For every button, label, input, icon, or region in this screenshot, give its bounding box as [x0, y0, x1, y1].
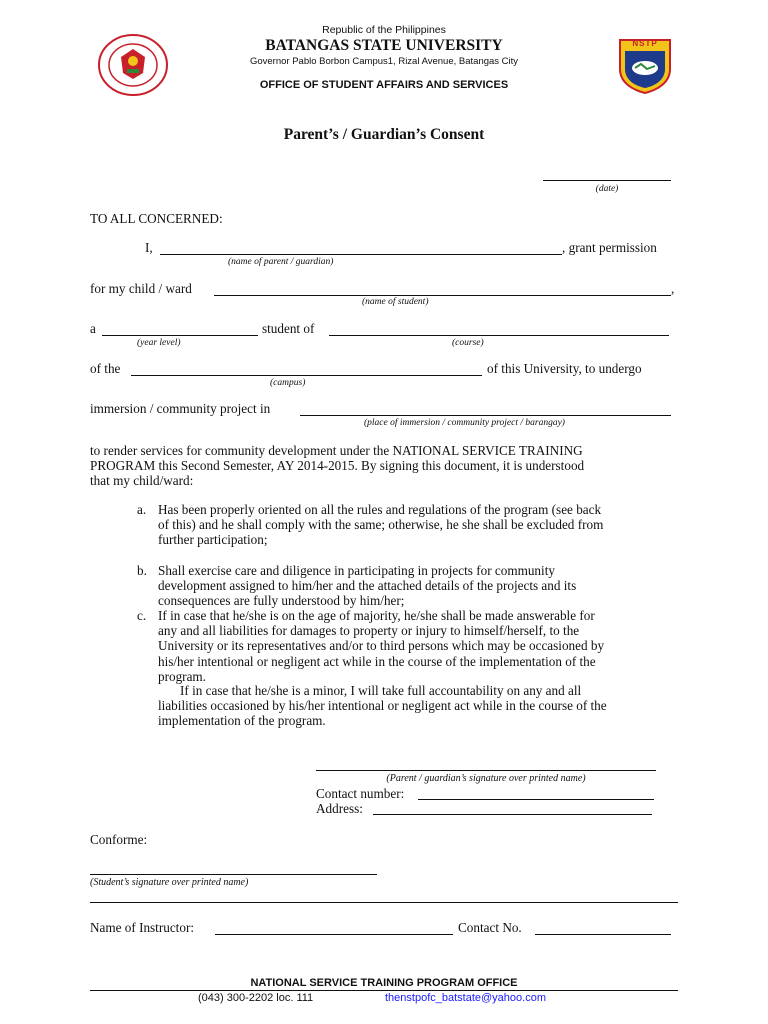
minor-line: If in case that he/she is a minor, I will take full accountability on any and all — [180, 683, 582, 698]
address-line — [373, 814, 652, 815]
parent-signature-caption: (Parent / guardian’s signature over printed name) — [386, 773, 586, 784]
contact-number-line — [418, 799, 654, 800]
minor-line: implementation of the program. — [158, 713, 326, 729]
of-university-label: of this University, to undergo — [487, 361, 642, 376]
intro-line: PROGRAM this Second Semester, AY 2014-2015. By signing this document, it is understood — [90, 458, 585, 474]
item-a-letter: a. — [137, 502, 147, 517]
grant-permission-text: , grant permission — [562, 240, 657, 255]
grant-permission-label: grant permission — [568, 240, 657, 255]
item-b-text — [158, 563, 576, 609]
item-line: any and all liabilities for damages to property or injury to himself/herself, to the — [158, 623, 580, 639]
minor-paragraph — [158, 683, 607, 729]
comma: , — [671, 281, 675, 296]
contact-number-label: Contact number: — [316, 786, 405, 801]
item-line: University or its representatives and/or to third persons which may be occasioned by — [158, 638, 605, 654]
item-line: consequences are fully understood by him/her; — [158, 593, 405, 609]
i-label: I, — [145, 240, 153, 255]
parent-signature-line — [316, 770, 656, 771]
course-line — [329, 335, 669, 336]
campus-address: Governor Pablo Borbon Campus1, Rizal Avenue, Batangas City — [249, 56, 519, 67]
intro-line: to render services for community development under the NATIONAL SERVICE TRAINING — [90, 443, 583, 458]
course-caption: (course) — [452, 338, 484, 348]
campus-caption: (campus) — [270, 378, 306, 388]
office-name: OFFICE OF STUDENT AFFAIRS AND SERVICES — [259, 79, 509, 91]
intro-line: that my child/ward: — [90, 473, 194, 489]
item-line: his/her intentional or negligent act while in the course of the implementation of the — [158, 653, 596, 669]
nstp-badge-label: NSTP — [632, 39, 658, 48]
student-caption: (name of student) — [362, 297, 429, 307]
place-caption: (place of immersion / community project / barangay) — [364, 418, 565, 428]
contact-no-label: Contact No. — [458, 920, 522, 935]
year-caption: (year level) — [137, 338, 181, 348]
salutation: TO ALL CONCERNED: — [90, 211, 223, 226]
footer-rule — [90, 990, 678, 991]
parent-caption: (name of parent / guardian) — [228, 257, 334, 267]
instructor-label: Name of Instructor: — [90, 920, 194, 935]
item-c-letter: c. — [137, 608, 147, 623]
year-level-line — [102, 335, 258, 336]
minor-line: liabilities occasioned by his/her intentional or negligent act while in the course of the — [158, 698, 607, 714]
contact-no-line — [535, 934, 671, 935]
campus-line — [131, 375, 482, 376]
parent-name-line — [160, 254, 562, 255]
item-b-letter: b. — [137, 563, 147, 578]
item-line: of this) and he shall comply with the same; otherwise, he she shall be excluded from — [158, 517, 604, 533]
footer-office: NATIONAL SERVICE TRAINING PROGRAM OFFICE — [250, 977, 518, 989]
republic-line: Republic of the Philippines — [322, 24, 446, 36]
item-line: development assigned to him/her and the attached details of the projects and its — [158, 578, 577, 594]
student-signature-caption: (Student’s signature over printed name) — [90, 877, 249, 888]
of-the-label: of the — [90, 361, 121, 376]
child-label: for my child / ward — [90, 281, 192, 296]
student-signature-line — [90, 874, 377, 875]
item-a-text — [158, 502, 603, 548]
address-label: Address: — [316, 801, 363, 816]
place-line — [300, 415, 671, 416]
student-name-line — [214, 295, 671, 296]
instructor-line — [215, 934, 453, 935]
footer-phone: (043) 300-2202 loc. 111 — [198, 992, 314, 1004]
item-line: Has been properly oriented on all the rules and regulations of the program (see back — [158, 502, 602, 517]
item-line: If in case that he/she is on the age of majority, he/she shall be made answerable for — [158, 608, 595, 623]
conforme-label: Conforme: — [90, 832, 148, 847]
item-line: further participation; — [158, 532, 268, 548]
a-label: a — [90, 321, 96, 336]
date-line — [543, 180, 671, 181]
intro-paragraph — [90, 443, 584, 489]
university-name: BATANGAS STATE UNIVERSITY — [265, 37, 503, 54]
student-of-label: student of — [262, 321, 315, 336]
item-line: program. — [158, 668, 206, 684]
nstp-badge — [617, 37, 673, 95]
separator-line — [90, 902, 678, 903]
footer-email[interactable]: thenstpofc_batstate@yahoo.com — [385, 992, 546, 1004]
item-line: Shall exercise care and diligence in participating in projects for community — [158, 563, 555, 578]
date-caption: (date) — [595, 184, 619, 194]
form-title: Parent’s / Guardian’s Consent — [283, 126, 485, 143]
item-c-text — [158, 608, 604, 684]
immersion-label: immersion / community project in — [90, 401, 271, 416]
